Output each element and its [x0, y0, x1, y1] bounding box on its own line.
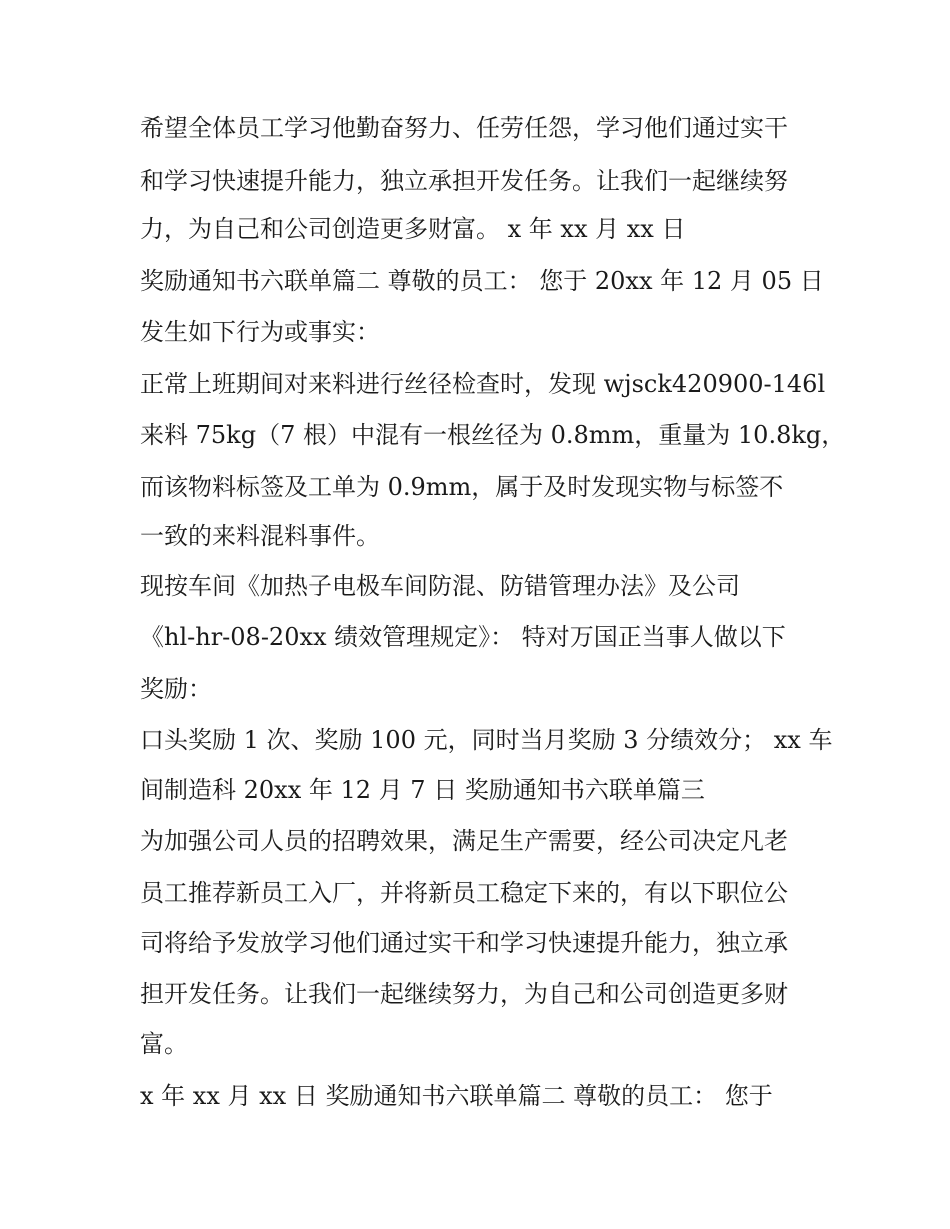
text-line: 担开发任务。让我们一起继续努力，为自己和公司创造更多财	[140, 980, 788, 1008]
text-line: 现按车间《加热子电极车间防混、防错管理办法》及公司	[140, 572, 740, 600]
text-line: 希望全体员工学习他勤奋努力、任劳任怨，学习他们通过实干	[140, 114, 788, 142]
text-line: 《hl-hr-08-20xx 绩效管理规定》： 特对万国正当事人做以下	[140, 623, 786, 651]
text-line: 发生如下行为或事实：	[140, 318, 380, 346]
text-line: 口头奖励 1 次、奖励 100 元，同时当月奖励 3 分绩效分； xx 车	[140, 726, 833, 754]
text-line: 司将给予发放学习他们通过实干和学习快速提升能力，独立承	[140, 929, 788, 957]
text-line: 为加强公司人员的招聘效果，满足生产需要，经公司决定凡老	[140, 827, 788, 855]
text-line: 富。	[140, 1030, 188, 1058]
text-line: 员工推荐新员工入厂，并将新员工稳定下来的，有以下职位公	[140, 879, 788, 907]
text-line: 正常上班期间对来料进行丝径检查时，发现 wjsck420900-146l	[140, 370, 826, 398]
text-line: 和学习快速提升能力，独立承担开发任务。让我们一起继续努	[140, 167, 788, 195]
text-line: x 年 xx 月 xx 日 奖励通知书六联单篇二 尊敬的员工： 您于	[140, 1082, 773, 1110]
text-line: 奖励通知书六联单篇二 尊敬的员工： 您于 20xx 年 12 月 05 日	[140, 267, 824, 295]
text-line: 力，为自己和公司创造更多财富。 x 年 xx 月 xx 日	[140, 215, 686, 243]
text-line: 一致的来料混料事件。	[140, 522, 380, 550]
text-line: 间制造科 20xx 年 12 月 7 日 奖励通知书六联单篇三	[140, 776, 705, 804]
text-line: 而该物料标签及工单为 0.9mm，属于及时发现实物与标签不	[140, 473, 784, 501]
text-line: 来料 75kg（7 根）中混有一根丝径为 0.8mm，重量为 10.8kg，	[140, 421, 846, 449]
text-line: 奖励：	[140, 675, 212, 703]
